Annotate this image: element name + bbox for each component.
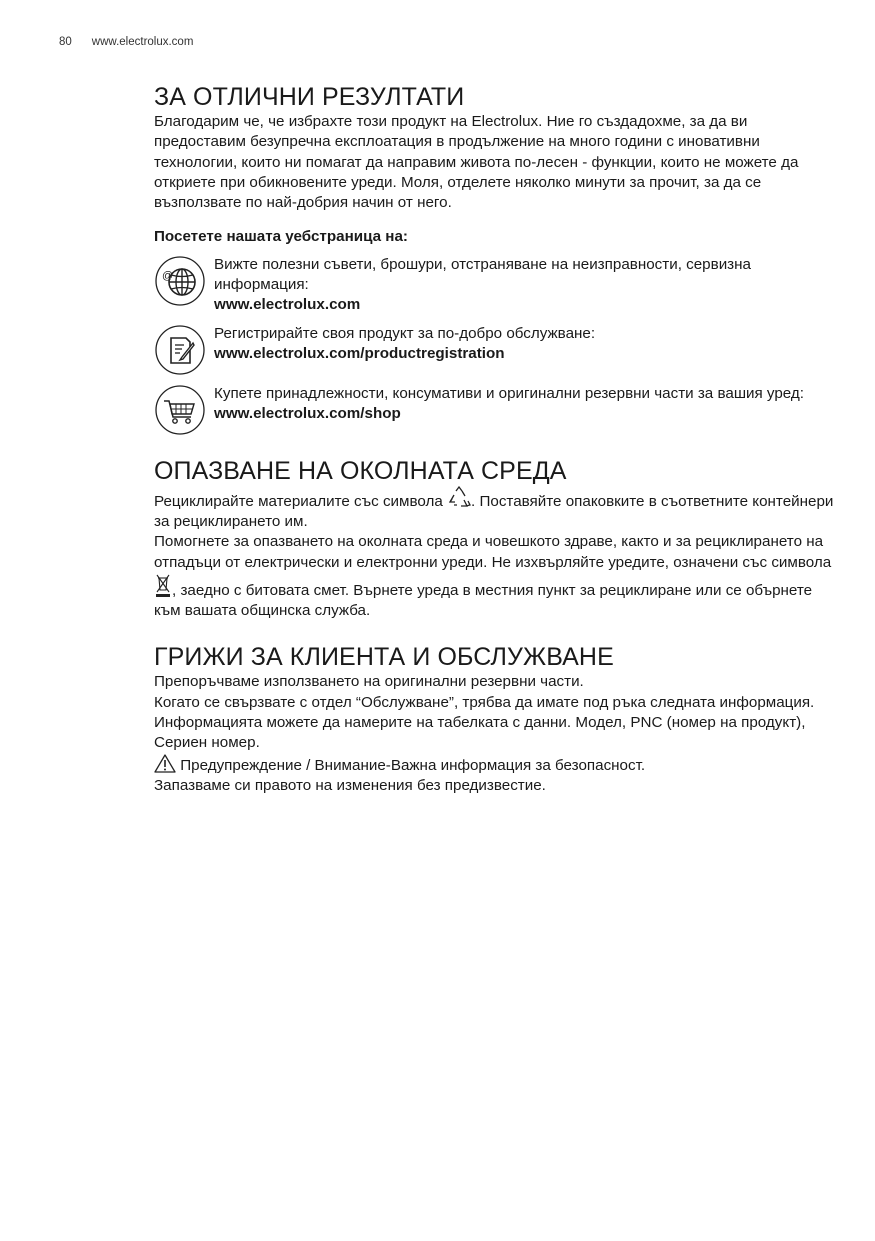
link-row-registration <box>154 324 834 376</box>
service-line-3: Информацията можете да намерите на табелката с данни. Модел, PNC (номер на продукт), Сериен номер. <box>154 714 806 752</box>
header-site: www.electrolux.com <box>91 36 194 48</box>
intro-paragraph: Благодарим че, че избрахте този продукт на Electrolux. Ние го създадохме, за да ви предоставим безупречна експлоатация в продължение на много години с иновативни технологии, които ни помагат да направим живота по-лесен - функции, които не можете да откриете при обикновените уреди. Моля, отделете няколко минути за прочит, за да се възползвате по най-добрия начин от него. <box>154 113 799 212</box>
link-shop-url[interactable]: www.electrolux.com/shop <box>214 404 401 422</box>
service-line-1: Препоръчваме използването на оригинални резервни части. <box>154 673 584 691</box>
link-shop-text: Купете принадлежности, консумативи и оригинални резервни части за вашия уред: <box>214 384 804 402</box>
registration-icon <box>154 324 206 376</box>
environment-paragraph-1: Рециклирайте материалите със символа . Поставяйте опаковките в съответните контейнери за рециклирането им. <box>154 486 834 533</box>
service-line-2: Когато се свързвате с отдел “Обслужване”, трябва да имате под ръка следната информация. <box>154 693 815 711</box>
service-warning-line: Предупреждение / Внимание-Важна информация за безопасност. <box>154 754 834 776</box>
environment-section <box>154 456 834 622</box>
page-header <box>59 36 193 48</box>
recycle-icon <box>447 486 471 510</box>
section-title-service: ГРИЖИ ЗА КЛИЕНТА И ОБСЛУЖВАНЕ <box>154 643 614 672</box>
environment-paragraph-2: Помогнете за опазването на околната среда и човешкото здраве, както и за рециклирането на отпадъци от електрически и електронни уреди. Не изхвърляйте уредите, означени със символа , заедно с битовата смет. Върнете уреда в местния пункт за рециклиране или се обърнете към вашата общинска служба. <box>154 533 832 620</box>
section-title-environment: ОПАЗВАНЕ НА ОКОЛНАТА СРЕДА <box>154 456 567 485</box>
section-title-results: ЗА ОТЛИЧНИ РЕЗУЛТАТИ <box>154 83 465 111</box>
link-row-shop <box>154 384 834 436</box>
page-number: 80 <box>59 36 72 48</box>
crossed-bin-icon <box>154 573 172 599</box>
service-line-4: Запазваме си правото на изменения без предизвестие. <box>154 776 546 794</box>
shopping-cart-icon <box>154 384 206 436</box>
link-support-url[interactable]: www.electrolux.com <box>214 296 361 314</box>
link-support-text: Вижте полезни съвети, брошури, отстраняване на неизправности, сервизна информация: <box>214 255 751 294</box>
service-section <box>154 642 834 796</box>
visit-website-title: Посетете нашата уебстраница на: <box>154 228 408 246</box>
document-body <box>154 82 834 796</box>
link-registration-url[interactable]: www.electrolux.com/productregistration <box>214 344 505 362</box>
svg-text:@: @ <box>162 269 174 282</box>
link-registration-text: Регистрирайте своя продукт за по-добро обслужване: <box>214 324 596 342</box>
warning-icon <box>154 754 176 773</box>
link-row-support <box>154 255 834 316</box>
globe-icon <box>154 255 206 307</box>
